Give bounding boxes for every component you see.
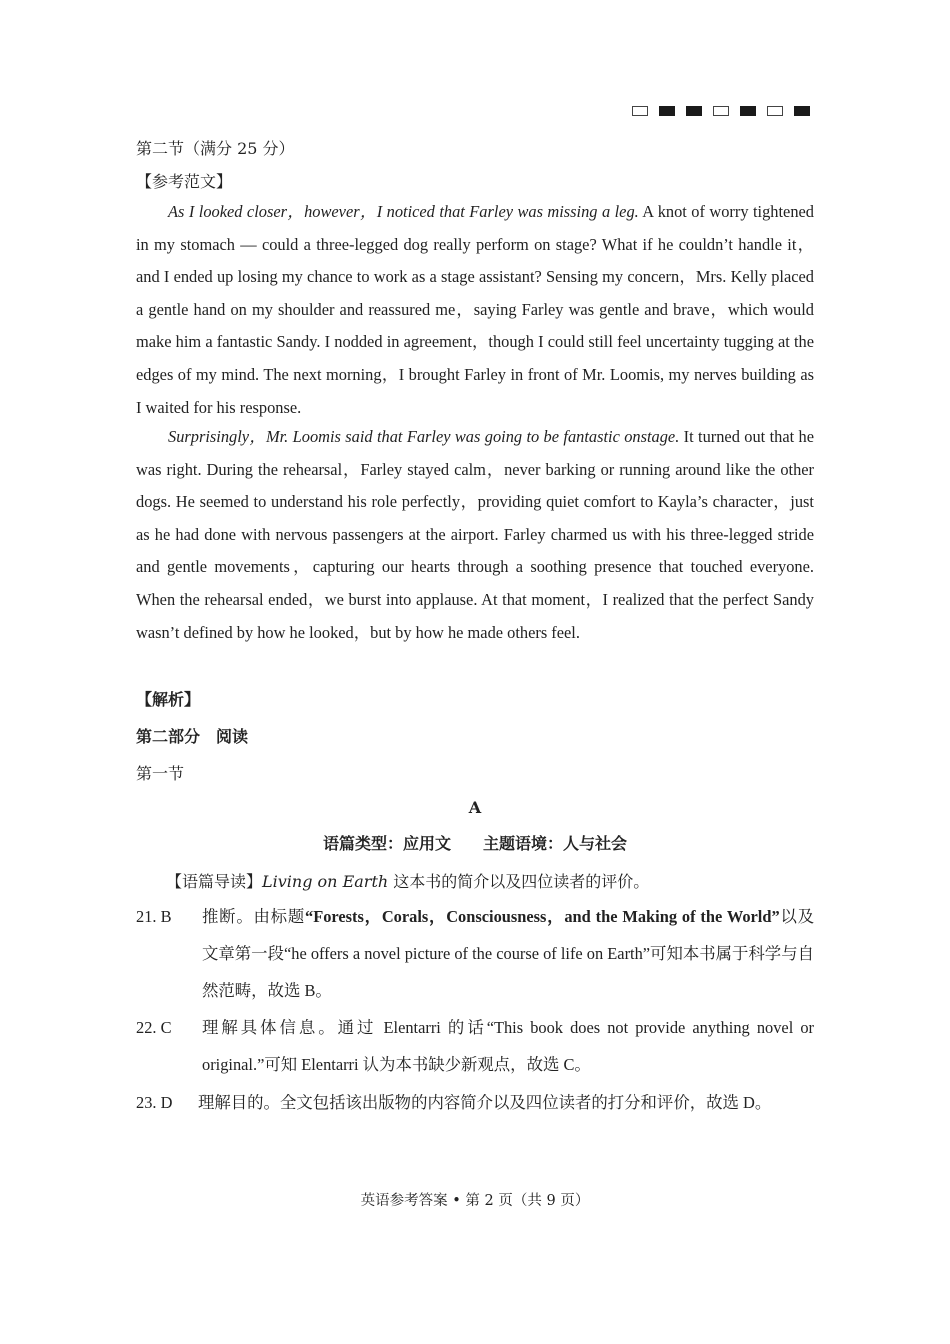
answer-text: 推断。由标题: [202, 907, 306, 926]
answer-item: [136, 1084, 814, 1121]
essay-paragraph-1-text: A knot of worry tightened in my stomach — could a three-legged dog really perform on stage? What if he couldn’t handle it，and I ended up losing my chance to work as a stage assistant? Sensing my concern，Mrs. Kelly placed a gentle hand on my shoulder and reassured me，saying Farley was gentle and brave，which would make him a fantastic Sandy. I nodded in agreement，though I could still feel uncertainty tugging at the edges of my mind. The next morning，I brought Farley in front of Mr. Loomis, my nerves building as I waited for his response.: [136, 202, 815, 417]
marker-square: [794, 106, 810, 116]
answer-text-continued: 以及文章第一段“he offers a novel picture of the course of life on Earth”可知本书属于科学与自然范畴，故选 B。: [202, 907, 815, 1000]
answer-number: 22. C: [136, 1018, 172, 1037]
section-heading: 第二节（满分 25 分）: [136, 139, 295, 158]
passage-letter: A: [468, 798, 482, 817]
answer-number: 21. B: [136, 907, 172, 926]
essay-paragraph-1: [136, 196, 814, 424]
answer-bold-text: “Forests，Corals，Consciousness，and the Making of the World”: [305, 907, 780, 926]
guide-text: 这本书的简介以及四位读者的评价。: [388, 872, 650, 891]
page-marker-squares: [632, 106, 810, 116]
marker-square: [740, 106, 756, 116]
analysis-label: 【解析】: [136, 690, 201, 709]
essay-paragraph-2-text: It turned out that he was right. During the rehearsal，Farley stayed calm，never barking or running around like the other dogs. He seemed to understand his role perfectly，providing quiet comfort to Kayla’s character，just as he had done with nervous passengers at the airport. Farley charmed us with his three-legged stride and gentle movements，capturing our hearts through a soothing presence that touched everyone. When the rehearsal ended，we burst into applause. At that moment，I realized that the perfect Sandy wasn’t defined by how he looked，but by how he made others feel.: [136, 427, 814, 642]
marker-square: [659, 106, 675, 116]
part-heading: 第二部分 阅读: [136, 727, 249, 746]
answer-text: 理解具体信息。通过 Elentarri 的话“This book does not provide anything novel or original.”可知 Elentarri 认为本书缺少新观点，故选 C。: [202, 1018, 814, 1074]
model-essay-label: 【参考范文】: [136, 172, 233, 191]
answer-number: 23. D: [136, 1093, 173, 1112]
essay-paragraph-1-opening: As I looked closer，however，I noticed that Farley was missing a leg.: [168, 202, 639, 221]
marker-square: [713, 106, 729, 116]
essay-paragraph-2-opening: Surprisingly，Mr. Loomis said that Farley was going to be fantastic onstage.: [168, 427, 680, 446]
essay-paragraph-2: [136, 421, 814, 649]
answer-text: 理解目的。全文包括该出版物的内容简介以及四位读者的打分和评价，故选 D。: [198, 1093, 772, 1112]
answer-item: [136, 898, 814, 1009]
book-title: Living on Earth: [262, 872, 389, 891]
marker-square: [632, 106, 648, 116]
answer-item: [136, 1009, 814, 1083]
passage-type-line: 语篇类型：应用文 主题语境：人与社会: [322, 834, 627, 853]
page-footer: 英语参考答案 • 第 2 页（共 9 页）: [360, 1193, 590, 1209]
marker-square: [686, 106, 702, 116]
marker-square: [767, 106, 783, 116]
passage-guide: [166, 869, 649, 892]
guide-label: 【语篇导读】: [166, 872, 263, 891]
section-1-heading: 第一节: [136, 764, 185, 783]
